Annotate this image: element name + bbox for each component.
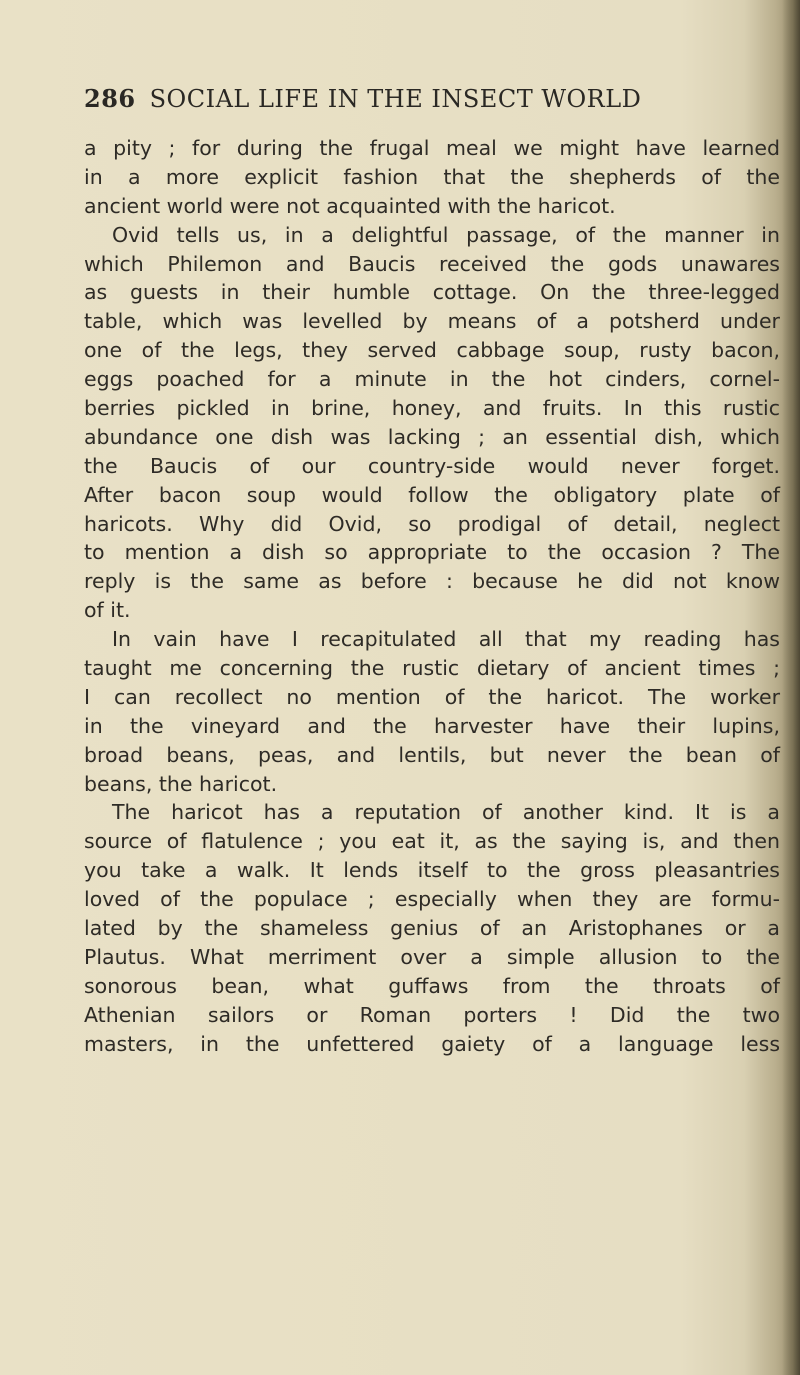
- text-line: broad beans, peas, and lentils, but never the bean of: [84, 742, 780, 767]
- text-line: a pity ; for during the frugal meal we might have learned: [84, 136, 780, 160]
- text-line: beans, the haricot.: [84, 771, 278, 796]
- text-line: In vain have I recapitulated all that my reading has: [112, 627, 780, 652]
- text-line: source of flatulence ; you eat it, as the saying is, and then: [84, 829, 780, 854]
- text-line: table, which was levelled by means of a potsherd under: [84, 309, 780, 334]
- text-line: lated by the shameless genius of an Aristophanes or a: [84, 916, 780, 941]
- text-line: masters, in the unfettered gaiety of a language less: [84, 1031, 780, 1056]
- text-line: I can recollect no mention of the haricot. The worker: [84, 684, 780, 709]
- text-line: in the vineyard and the harvester have their lupins,: [84, 713, 780, 738]
- text-line: berries pickled in brine, honey, and fruits. In this rustic: [84, 396, 780, 421]
- text-line: haricots. Why did Ovid, so prodigal of detail, neglect: [84, 511, 780, 536]
- text-line: Plautus. What merriment over a simple allusion to the: [84, 944, 780, 969]
- text-line: The haricot has a reputation of another kind. It is a: [112, 800, 780, 825]
- body-text: [84, 134, 780, 1059]
- text-line: ancient world were not acquainted with the haricot.: [84, 193, 616, 218]
- text-line: eggs poached for a minute in the hot cinders, cornel-: [84, 367, 780, 392]
- text-line: which Philemon and Baucis received the gods unawares: [84, 251, 780, 276]
- text-line: Ovid tells us, in a delightful passage, of the manner in: [112, 222, 780, 247]
- text-line: sonorous bean, what guffaws from the throats of: [84, 973, 780, 998]
- text-line: loved of the populace ; especially when they are formu-: [84, 887, 780, 912]
- text-line: to mention a dish so appropriate to the occasion ? The: [84, 540, 780, 565]
- text-line: Athenian sailors or Roman porters ! Did the two: [84, 1002, 780, 1027]
- page-header: [84, 84, 764, 113]
- text-line: you take a walk. It lends itself to the gross pleasantries: [84, 858, 780, 883]
- text-line: of it.: [84, 598, 131, 623]
- page-edge-shadow: [782, 0, 800, 1375]
- text-line: taught me concerning the rustic dietary of ancient times ;: [84, 656, 780, 681]
- running-title: SOCIAL LIFE IN THE INSECT WORLD: [149, 85, 642, 113]
- page-number: 286: [84, 84, 136, 113]
- text-line: the Baucis of our country-side would never forget.: [84, 453, 780, 478]
- text-line: one of the legs, they served cabbage soup, rusty bacon,: [84, 338, 780, 363]
- text-line: reply is the same as before : because he did not know: [84, 569, 780, 594]
- text-line: After bacon soup would follow the obligatory plate of: [84, 482, 780, 507]
- text-line: abundance one dish was lacking ; an essential dish, which: [84, 424, 780, 449]
- text-line: in a more explicit fashion that the shepherds of the: [84, 164, 780, 189]
- text-line: as guests in their humble cottage. On the three-legged: [84, 280, 780, 305]
